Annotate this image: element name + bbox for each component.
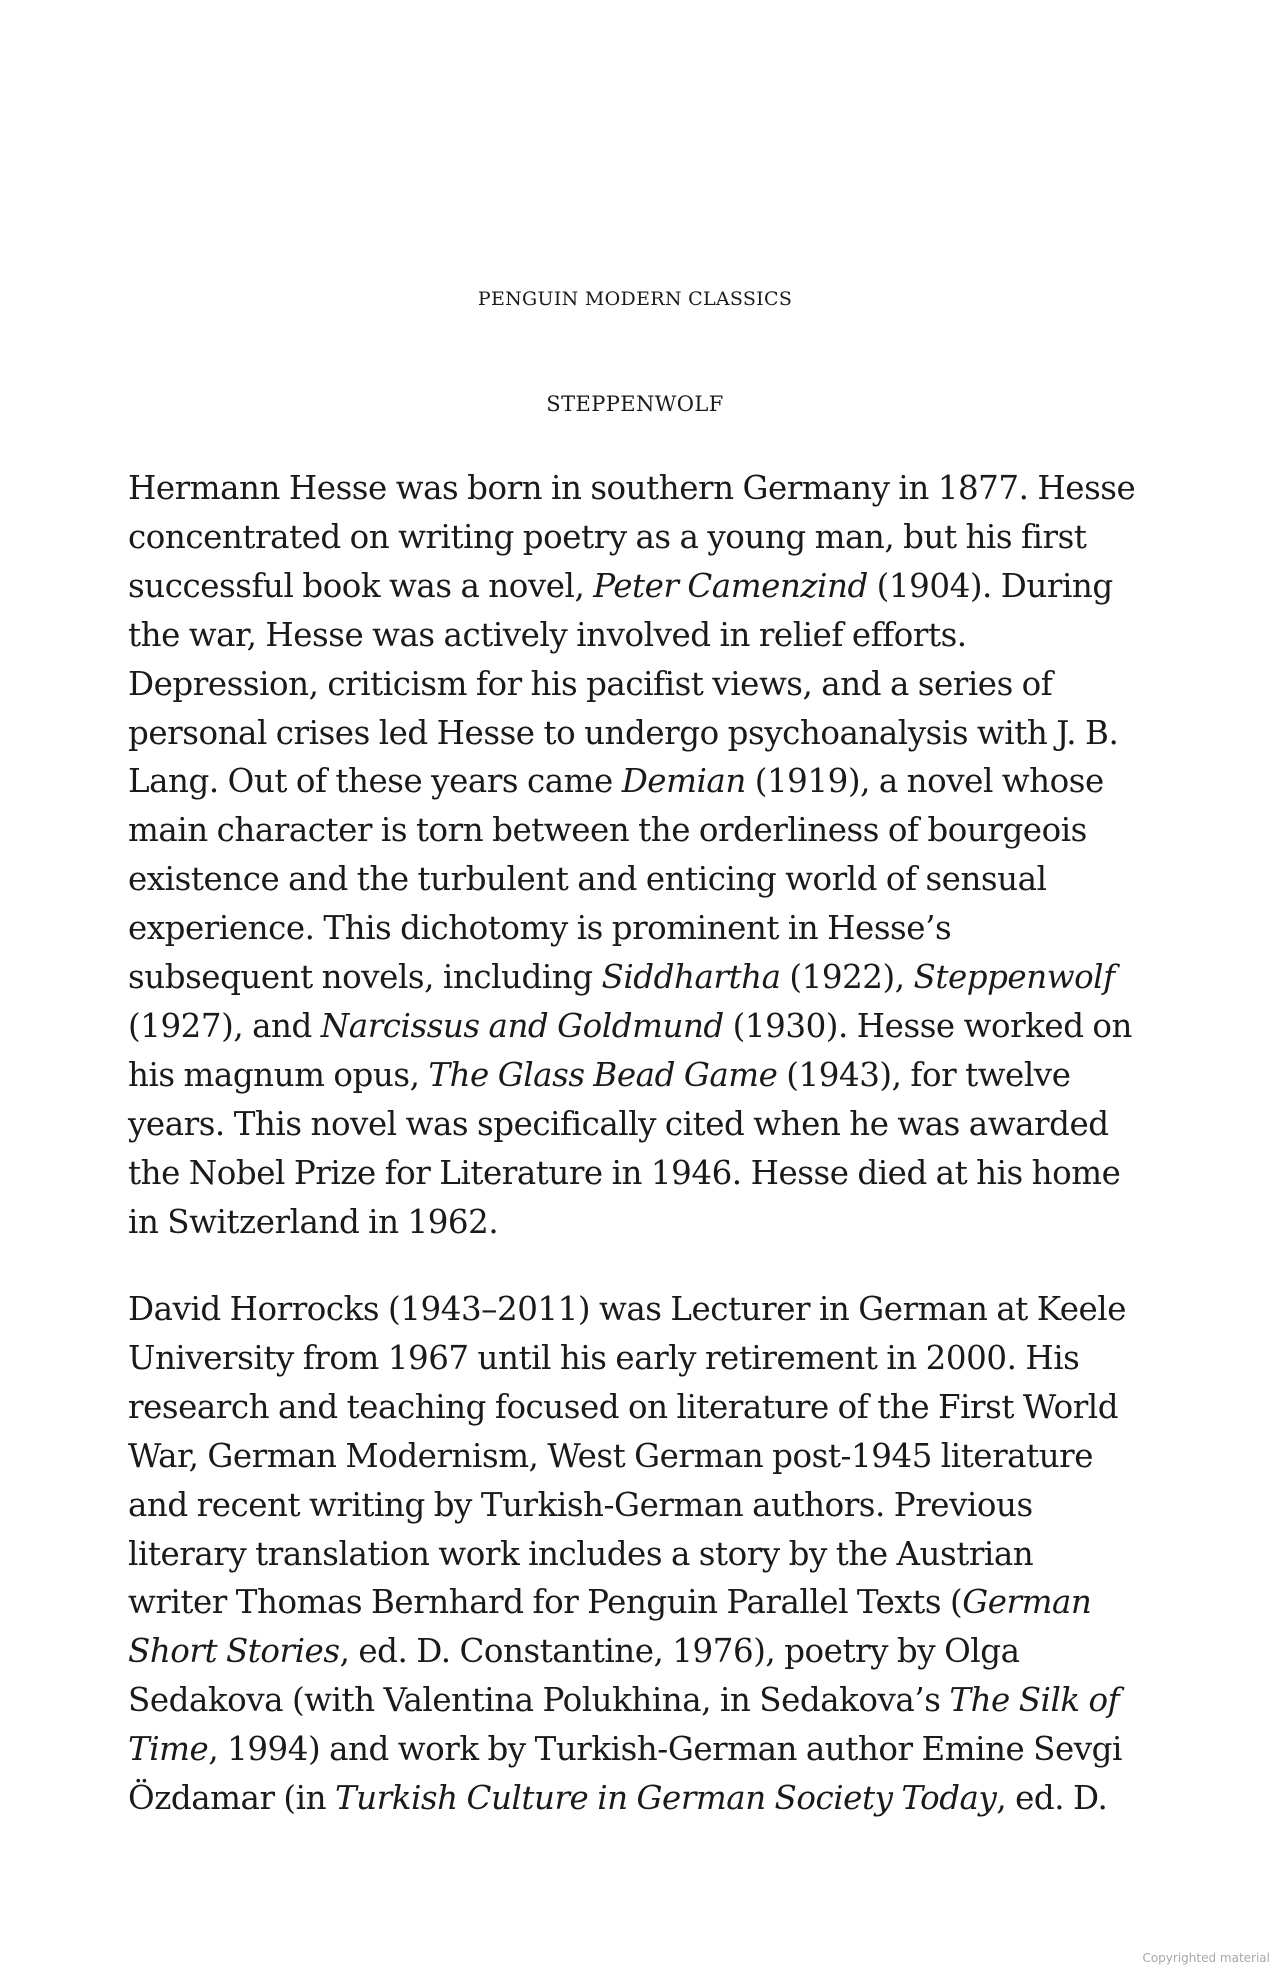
text-line — [128, 1578, 1158, 1627]
text-line — [128, 1774, 1158, 1823]
text-run: , ed. D. Constantine, 1976), poetry by Olga — [339, 1632, 1020, 1671]
text-line — [128, 1676, 1158, 1725]
text-run: subsequent novels, including — [128, 958, 602, 997]
text-run: writer Thomas Bernhard for Penguin Parallel Texts ( — [128, 1583, 963, 1622]
text-line: concentrated on writing poetry as a young man, but his first — [128, 517, 1087, 556]
text-line — [128, 1002, 1158, 1051]
text-run: (1943), for twelve — [777, 1055, 1071, 1094]
book-title: STEPPENWOLF — [546, 392, 724, 416]
text-run: (1904). During — [867, 566, 1113, 605]
text-line: the Nobel Prize for Literature in 1946. Hesse died at his home — [128, 1153, 1121, 1192]
book-title-italic: Steppenwolf — [913, 958, 1115, 997]
text-line: War, German Modernism, West German post-1945 literature — [128, 1436, 1094, 1475]
text-line: University from 1967 until his early retirement in 2000. His — [128, 1338, 1080, 1377]
author-biography-hesse — [128, 464, 1158, 1247]
book-title-italic: The Glass Bead Game — [428, 1055, 778, 1094]
text-line — [128, 1051, 1158, 1100]
text-line: literary translation work includes a story by the Austrian — [128, 1534, 1034, 1573]
text-line — [128, 1627, 1158, 1676]
series-name: PENGUIN MODERN CLASSICS — [477, 288, 793, 310]
text-run: (1930). Hesse worked on — [723, 1006, 1133, 1045]
text-line: main character is torn between the orderliness of bourgeois — [128, 811, 1087, 850]
text-run: , ed. D. — [996, 1779, 1108, 1818]
book-title-italic: German — [962, 1583, 1092, 1622]
book-title-italic: Demian — [621, 762, 746, 801]
book-title-italic: Narcissus and Goldmund — [320, 1006, 724, 1045]
text-line: and recent writing by Turkish-German authors. Previous — [128, 1485, 1033, 1524]
copyright-notice: Copyrighted material — [1142, 1951, 1270, 1965]
book-title-italic: Time — [128, 1730, 209, 1769]
text-line: Depression, criticism for his pacifist views, and a series of — [128, 664, 1053, 703]
text-line: the war, Hesse was actively involved in relief efforts. — [128, 615, 967, 654]
text-run: Özdamar (in — [128, 1779, 335, 1818]
text-line — [128, 562, 1158, 611]
text-line: research and teaching focused on literature of the First World — [128, 1387, 1119, 1426]
book-title-italic: Peter Camenzind — [593, 566, 868, 605]
text-run: his magnum opus, — [128, 1055, 429, 1094]
text-line — [128, 953, 1158, 1002]
text-line: Hermann Hesse was born in southern Germany in 1877. Hesse — [128, 469, 1136, 507]
text-line: in Switzerland in 1962. — [128, 1202, 499, 1241]
text-run: Lang. Out of these years came — [128, 762, 622, 801]
text-line — [128, 757, 1158, 806]
text-line: David Horrocks (1943–2011) was Lecturer in German at Keele — [128, 1290, 1126, 1328]
text-run: (1922), — [780, 958, 914, 997]
book-title-italic: Turkish Culture in German Society Today — [334, 1779, 997, 1818]
text-line: personal crises led Hesse to undergo psychoanalysis with J. B. — [128, 713, 1119, 752]
text-run: , 1994) and work by Turkish-German author Emine Sevgi — [208, 1730, 1122, 1769]
text-line: existence and the turbulent and enticing world of sensual — [128, 860, 1047, 899]
translator-biography-horrocks — [128, 1285, 1158, 1823]
book-title-italic: Short Stories — [128, 1632, 340, 1671]
book-title-italic: The Silk of — [949, 1681, 1120, 1720]
text-line: experience. This dichotomy is prominent in Hesse’s — [128, 909, 952, 948]
text-run: (1919), a novel whose — [745, 762, 1104, 801]
text-line: years. This novel was specifically cited when he was awarded — [128, 1104, 1109, 1143]
text-line — [128, 1725, 1158, 1774]
text-run: successful book was a novel, — [128, 566, 594, 605]
text-run: (1927), and — [128, 1006, 321, 1045]
book-title-italic: Siddhartha — [601, 958, 781, 997]
text-run: Sedakova (with Valentina Polukhina, in Sedakova’s — [128, 1681, 950, 1720]
